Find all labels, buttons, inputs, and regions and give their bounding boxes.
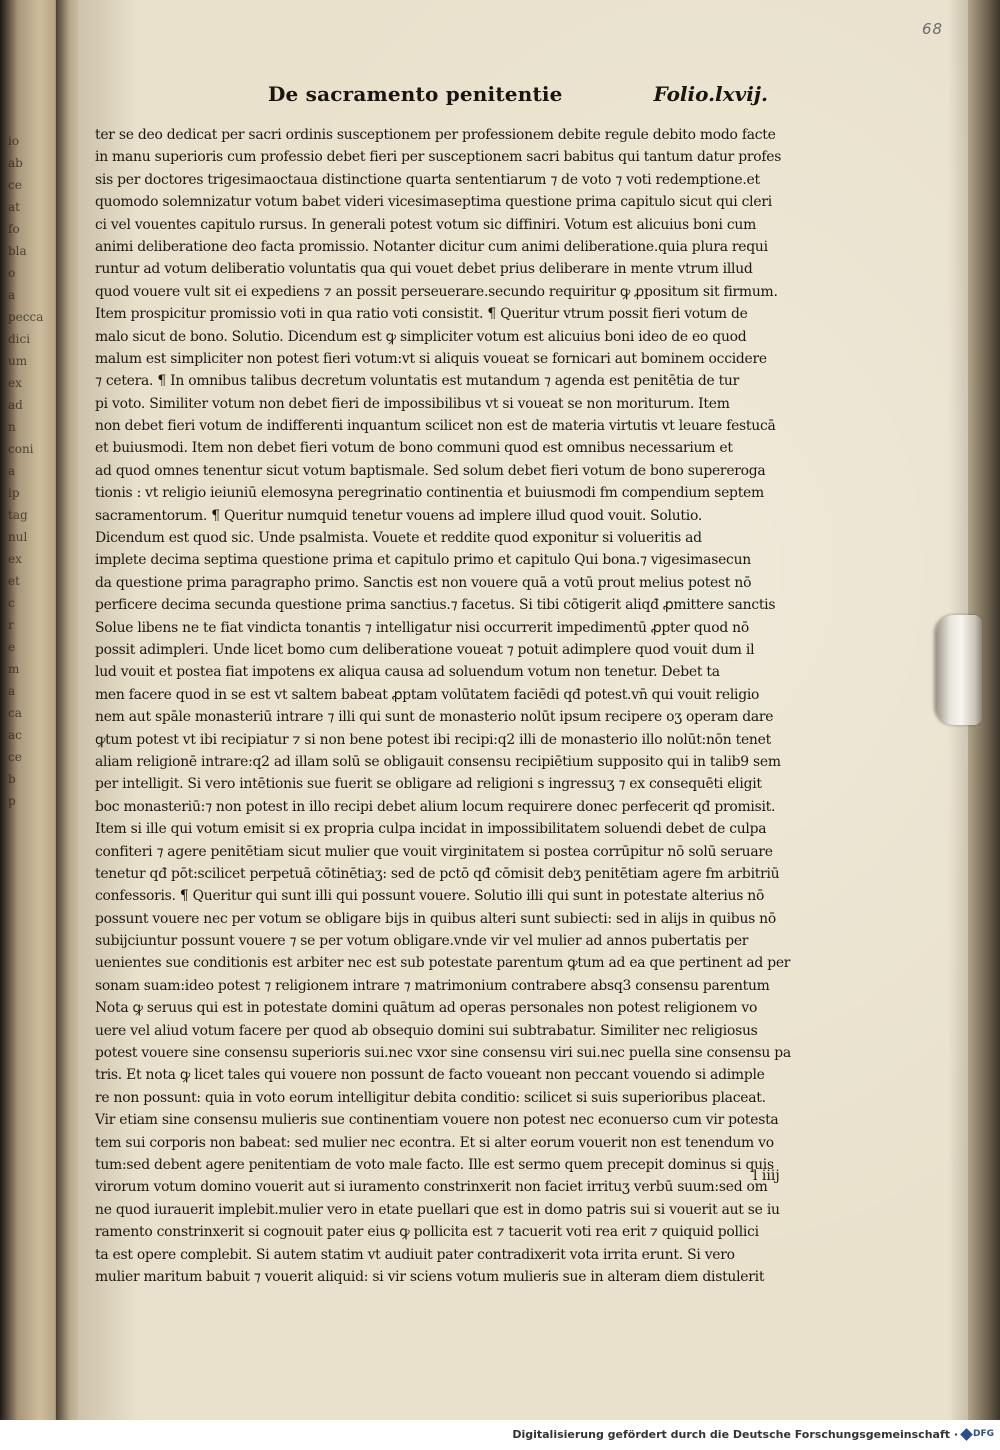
left-page-fragment: m (8, 662, 20, 676)
text-line: subijciuntur possunt vouere ⁊ se per votum obligare.vnde vir vel mulier ad annos pubertatis per (95, 933, 749, 950)
text-line: men facere quod in se est vt saltem babeat ꝓptam volūtatem faciēdi qđ potest.vn̄ qui vouit religio (95, 686, 760, 703)
left-page-fragment: ab (8, 156, 23, 170)
text-line: ne quod iurauerit implebit.mulier vero in etate puellari que est in domo patris sui si vouerit aut se iu (95, 1201, 780, 1218)
left-page-fragment: ca (8, 706, 22, 720)
left-page-fragment: coni (8, 442, 34, 456)
text-line: possunt vouere nec per votum se obligare bijs in quibus alteri sunt subiecti: sed in alijs in quibus nō (95, 910, 776, 927)
left-page-fragment: ce (8, 178, 22, 192)
text-line: non debet fieri votum de indifferenti inquantum scilicet non est de materia virtutis vt leuare festucā (95, 418, 776, 435)
text-line: virorum votum domino vouerit aut si iuramento constrinxerit non faciet irrituʒ verbū suum:sed om (95, 1179, 768, 1196)
left-page-fragment: bla (8, 244, 27, 258)
text-line: quomodo solemnizatur votum babet videri vicesimaseptima questione prima capitulo sicut qui cleri (95, 194, 772, 211)
left-page-fragment: io (8, 134, 20, 148)
left-page-fragment: ac (8, 728, 22, 742)
text-line: uere vel aliud votum facere per quod ab obsequio domini sui subtrabatur. Similiter nec religiosus (95, 1022, 758, 1039)
text-line: ꝙtum potest vt ibi recipiatur ⁊ si non bene potest ibi recipi:q2 illi de monasterio illo nolūt:nōn tenet (95, 731, 771, 748)
text-line: ad quod omnes tenentur sicut votum baptismale. Sed solum debet fieri votum de bono supererogа (95, 462, 766, 479)
text-line: runtur ad votum deliberatio voluntatis qua qui vouet debet prius deliberare in mente vtrum illud (95, 261, 753, 278)
left-page-fragment: o (8, 266, 16, 280)
text-line: per intelligit. Si vero intētionis sue fuerit se obligare ad religioni s ingressuʒ ⁊ ex consequēti eligit (95, 776, 762, 793)
text-line: sonam suam:ideo potest ⁊ religionem intrare ⁊ matrimonium contrabere absq3 consensu parentum (95, 977, 770, 994)
text-line: potest vouere sine consensu superioris sui.nec vxor sine consensu viri sui.nec puella sine consensu pa (95, 1045, 791, 1062)
left-page-fragment: at (8, 200, 20, 214)
text-line: tionis : vt religio ieiuniū elemosyna peregrinatio continentia et buiusmodi fm compendium septem (95, 485, 764, 502)
running-head (268, 82, 768, 112)
left-page-fragments (8, 130, 56, 1130)
left-page-fragment: a (8, 684, 16, 698)
running-title: De sacramento penitentie (268, 82, 563, 106)
left-page-fragment: e (8, 640, 16, 654)
left-page-fragment: ex (8, 552, 22, 566)
left-page-fragment: um (8, 354, 28, 368)
text-line: implete decima septima questione prima et capitulo primo et capitulo Qui bona.⁊ vigesimasecun (95, 552, 751, 569)
text-line: tenetur qđ pōt:scilicet perpetuā cōtinētiaʒ: sed de pctō qđ cōmisit debʒ penitētiam agere fm arbitriū (95, 865, 780, 882)
text-line: lud vouit et postea fiat impotens ex aliqua causa ad soluendum votum non tenetur. Debet ta (95, 664, 720, 681)
text-line: ci vel vouentes capitulo rursus. In generali potest votum sic diffiniri. Votum est alicuius boni cum (95, 216, 756, 233)
text-line: confessoris. ¶ Queritur qui sunt illi qui possunt vouere. Solutio illi qui sunt in potestate alterius nō (95, 888, 765, 905)
text-line: Nota ꝙ seruus qui est in potestate domini quātum ad operas personales non potest religionem vo (95, 1000, 758, 1017)
left-page-fragment: ip (8, 486, 20, 500)
page-clip (936, 615, 982, 725)
text-line: re non possunt: quia in voto eorum intelligitur debita conditio: scilicet si suis superioribus placeat. (95, 1089, 766, 1106)
signature-mark: l iiij (753, 1168, 780, 1184)
text-line: Vir etiam sine consensu mulieris sue continentiam vouere non potest nec econuerso cum vir potesta (95, 1112, 779, 1129)
left-page-fragment: n (8, 420, 16, 434)
text-line: Solue libens ne te fiat vindicta tonantis ⁊ intelligatur nisi occurrerit impedimentū ꝓpter quod nō (95, 619, 749, 636)
text-line: Item si ille qui votum emisit si ex propria culpa incidat in impossibilitatem soluendi debet de culpa (95, 821, 767, 838)
handwritten-folio-number: 68 (922, 20, 944, 38)
dfg-diamond-icon (960, 1428, 973, 1441)
text-line: aliam religionē intrare:q2 ad illam solū se obligauit consensu recipiētium supposito qui in talib9 sem (95, 753, 781, 770)
text-line: pi voto. Similiter votum non debet fieri de impossibilibus vt si voueat se non moriturum. Item (95, 395, 730, 412)
left-page-fragment: ad (8, 398, 23, 412)
text-line: ramento constrinxerit si cognouit pater eius ꝙ pollicita est ⁊ tacuerit voti rea erit ⁊ quiquid pollici (95, 1224, 759, 1241)
text-line: animi deliberatione deo facta promissio. Notanter dicitur cum animi deliberatione.quia plura requi (95, 238, 768, 255)
text-line: in manu superioris cum professio debet fieri per susceptionem sacri babitus qui tantum datur profes (95, 149, 782, 166)
left-page-edge (0, 0, 62, 1420)
text-line: ⁊ cetera. ¶ In omnibus talibus decretum voluntatis est mutandum ⁊ agenda est penitētia de tur (95, 373, 740, 390)
left-page-fragment: dici (8, 332, 31, 346)
left-page-fragment: fo (8, 222, 20, 236)
text-line: mulier maritum babuit ⁊ vouerit aliquid: si vir sciens votum mulieris sue in alteram diem distulerit (95, 1268, 765, 1285)
text-line: sacramentorum. ¶ Queritur numquid tenetur vouens ad implere illud quod vouit. Solutio. (95, 507, 702, 524)
text-line: confiteri ⁊ agere penitētiam sicut mulier que vouit virginitatem si postea corrūpitur nō solū seruare (95, 843, 773, 860)
dfg-logo-text: DFG (972, 1429, 994, 1439)
left-page-fragment: a (8, 464, 16, 478)
text-line: quod vouere vult sit ei expediens ⁊ an possit perseuerare.secundo requiritur ꝙ ꝓpositum sit firmum. (95, 283, 778, 300)
left-page-fragment: a (8, 288, 16, 302)
folio-label: Folio.lxvij. (653, 82, 768, 106)
text-line: tris. Et nota ꝙ licet tales qui vouere non possunt de facto voueant non peccant vouendo si adimple (95, 1067, 765, 1084)
footer-credit: Digitalisierung gefördert durch die Deutsche Forschungsgemeinschaft · (512, 1428, 958, 1441)
text-line: da questione prima paragrapho primo. Sanctis est non vouere quā a votū prout melius potest nō (95, 574, 752, 591)
left-page-fragment: tag (8, 508, 28, 522)
text-line: tum:sed debent agere penitentiam de voto male facto. Ille est sermo quem precepit dominus si quis (95, 1156, 774, 1173)
left-page-fragment: et (8, 574, 20, 588)
left-page-fragment: pecca (8, 310, 44, 324)
text-line: boc monasteriū:⁊ non potest in illo recipi debet alium locum requirere donec perfecerit qđ promisit. (95, 798, 776, 815)
dfg-logo (962, 1426, 994, 1442)
text-line: Dicendum est quod sic. Unde psalmista. Vouete et reddite quod exponitur si volueritis ad (95, 530, 702, 547)
text-line: ter se deo dedicat per sacri ordinis susceptionem per professionem debite regule debito modo facte (95, 127, 776, 143)
footer-bar (0, 1420, 1000, 1450)
left-page-fragment: ex (8, 376, 22, 390)
text-line: ta est opere complebit. Si autem statim vt audiuit pater contradixerit vota irrita erunt. Si vero (95, 1246, 735, 1263)
text-line: malum est simpliciter non potest fieri votum:vt si aliquis voueat se fornicari aut bominem occidere (95, 350, 767, 367)
left-page-fragment: nul (8, 530, 28, 544)
text-line: perficere decima secunda questione prima sanctius.⁊ facetus. Si tibi cōtigerit aliqđ ꝓmittere sanctis (95, 597, 776, 614)
left-page-fragment: b (8, 772, 16, 786)
left-page-fragment: c (8, 596, 15, 610)
text-line: sis per doctores trigesimaoctaua distinctione quarta sententiarum ⁊ de voto ⁊ voti redemptione.et (95, 171, 760, 188)
text-line: et buiusmodi. Item non debet fieri votum de bono communi quod est omnibus necessarium et (95, 440, 733, 457)
text-line: Item prospicitur promissio voti in qua ratio voti consistit. ¶ Queritur vtrum possit fieri votum de (95, 306, 748, 323)
text-line: malo sicut de bono. Solutio. Dicendum est ꝙ simpliciter votum est alicuius boni ideo de eo quod (95, 328, 747, 345)
text-line: nem aut spāle monasteriū intrare ⁊ illi qui sunt de monasterio nolūt ipsum recipere oʒ operam dare (95, 709, 774, 726)
left-page-fragment: p (8, 794, 16, 808)
text-line: possit adimpleri. Unde licet bomo cum deliberatione voueat ⁊ potuit adimplere quod vouit dum il (95, 641, 755, 658)
text-line: uenientes sue conditionis est arbiter nec est sub potestate parentum ꝙtum ad ea que pertinent ad per (95, 955, 791, 972)
text-line: tem sui corporis non babeat: sed mulier nec econtra. Et si alter eorum vouerit non est tenendum vo (95, 1134, 774, 1151)
left-page-fragment: r (8, 618, 14, 632)
left-page-fragment: ce (8, 750, 22, 764)
